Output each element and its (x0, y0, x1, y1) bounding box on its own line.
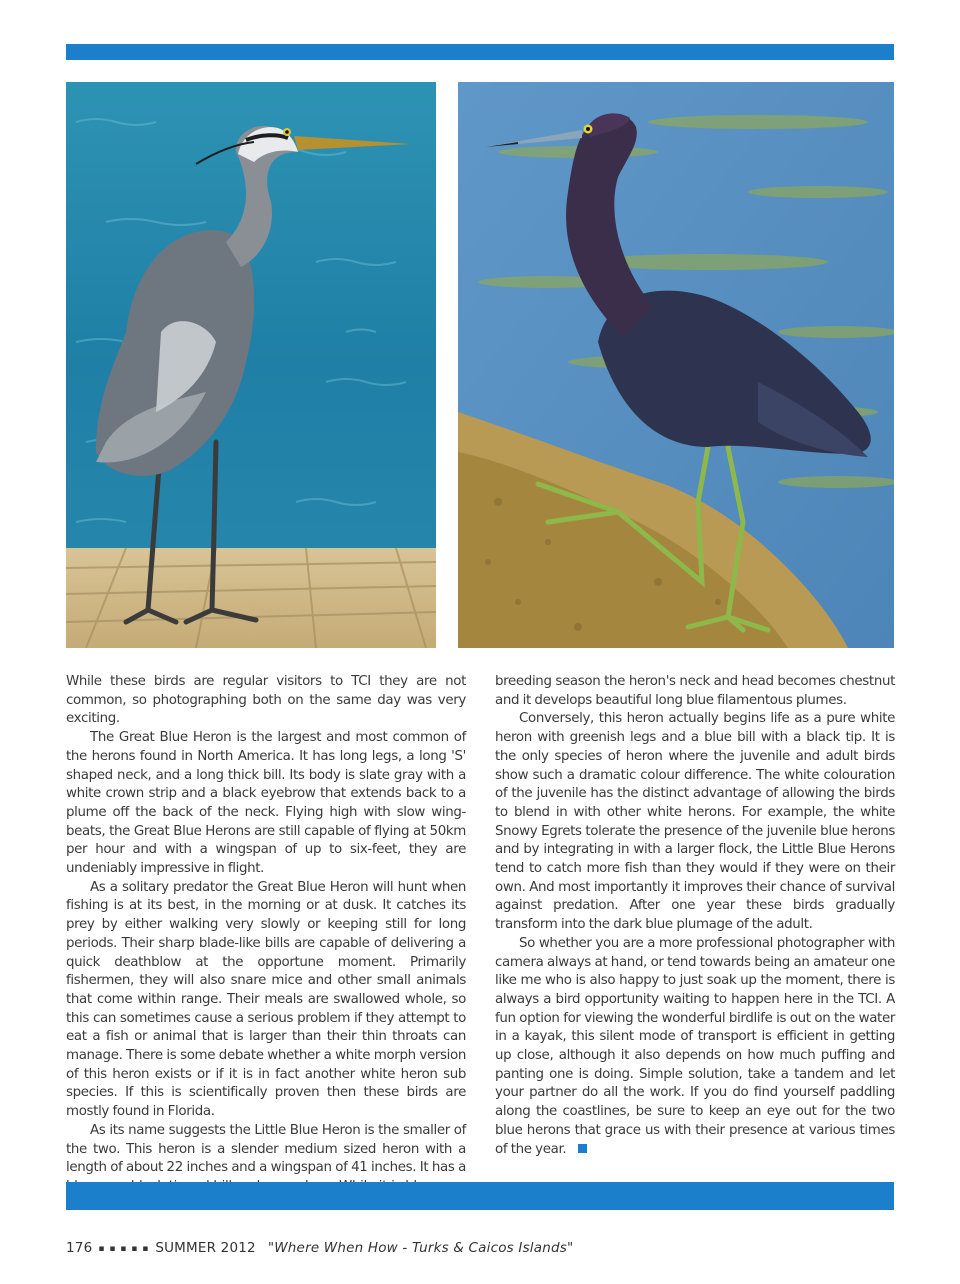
page-number: 176 (66, 1240, 93, 1256)
article-paragraph: As its name suggests the Little Blue Heron is the smaller of the two. This heron is a slender medium sized heron with a length of about 22 inches and a wingspan of 41 inches. It has a (66, 1122, 466, 1176)
bottom-accent-bar (66, 1182, 894, 1210)
article-paragraph: As a solitary predator the Great Blue Heron will hunt when fishing is at its best, in the morning or at dusk. It catches its prey by either walking very slowly or keeping still for long periods. Their sharp blade-like bills are capable of delivering a quick deathblow at the opportune moment. Primarily fishermen, they will also snare mice and other small animals that come within range. Their meals are swallowed whole, so this can sometimes cause a serious problem if they attempt to eat a fish or animal that is larger than their thin throats can manage. There is some debate whether a white morph version of this heron exists or if it is in fact another white heron sub species. If this is scientifically proven then these birds are mostly found in Florida. (66, 879, 466, 1120)
article-column-left (66, 673, 466, 1215)
page-footer (66, 1240, 573, 1256)
article-paragraph (495, 935, 895, 1159)
article-paragraph: The Great Blue Heron is the largest and most common of the herons found in North America. It has long legs, a long 'S' shaped neck, and a long thick bill. Its body is slate gray with a white crown strip and a black eyebrow that extends back to a plume off the back of the neck. Flying high with slow wing-beats, the Great Blue Herons are still capable of flying at 50km per hour and with a wingspan of up to six-feet, they are undeniably impressive in flight. (66, 730, 466, 877)
article-paragraph: breeding season the heron's neck and head becomes chestnut and it develops beautiful long blue filamentous plumes. (495, 674, 895, 708)
article-paragraph: Conversely, this heron actually begins life as a pure white heron with greenish legs and a blue bill with a black tip. It is the only species of heron where the juvenile and adult birds show such a dramatic colour difference. The white colouration of the juvenile has the distinct advantage of allowing the birds to blend in with other white herons. For example, the white Snowy Egrets tolerate the presence of the juvenile blue herons and by integrating in with a larger flock, the Little Blue Herons tend to catch more fish than they would if they were on their own. And most importantly it improves their chance of survival against predation. After one year these birds gradually transform into the dark blue plumage of the adult. (495, 711, 895, 933)
footer-separator: ▪ ▪ ▪ ▪ ▪ (98, 1244, 150, 1254)
great-blue-heron-photo (66, 82, 436, 648)
top-accent-bar (66, 44, 894, 60)
article-closing-text: So whether you are a more professional photographer with camera always at hand, or tend towards being an amateur one like me who is also happy to just soak up the moment, there is always a bird opportunity waiting to happen here in the TCI. A fun option for viewing the wonderful birdlife is out on the water in a kayak, this silent mode of transport is efficient in getting up close, although it also depends on how much puffing and panting one is doing. Simple solution, take a tandem and let your partner do all the work. If you do find yourself paddling along the coastlines, be sure to keep an eye out for the two blue herons that grace us with their presence at various times of the year. (495, 935, 895, 1157)
issue-label: SUMMER 2012 (155, 1240, 256, 1256)
article-paragraph: While these birds are regular visitors to TCI they are not common, so photographing both on the same day was very exciting. (66, 674, 466, 727)
article-column-right (495, 673, 895, 1159)
publication-title: "Where When How - Turks & Caicos Islands" (267, 1240, 574, 1256)
end-of-article-mark (578, 1144, 587, 1153)
little-blue-heron-photo (458, 82, 894, 648)
